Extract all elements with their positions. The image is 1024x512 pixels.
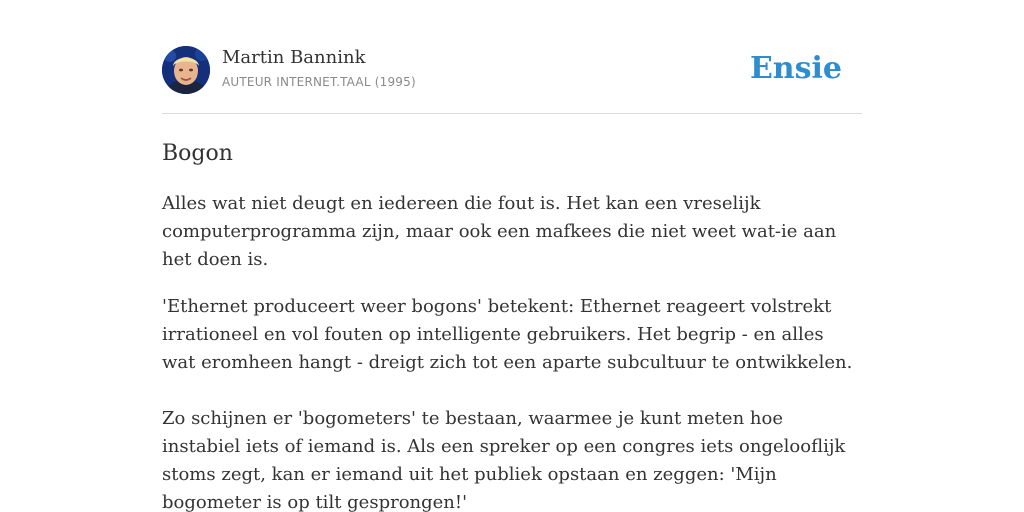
author-header xyxy=(162,46,862,96)
definition-paragraph: Zo schijnen er 'bogometers' te bestaan, waarmee je kunt meten hoe instabiel iets of iemand is. Als een spreker op een congres iets ongelooflijk stoms zegt, kan er iemand uit het publiek opstaan en zeggen: 'Mijn bogometer is op tilt gesprongen!' xyxy=(162,408,846,512)
avatar[interactable] xyxy=(162,46,210,94)
definition-paragraph: 'Ethernet produceert weer bogons' betekent: Ethernet reageert volstrekt irrationeel en vol fouten op intelligente gebruikers. Het begrip - en alles wat eromheen hangt - dreigt zich tot een aparte subcultuur te ontwikkelen. xyxy=(162,296,853,373)
definition-paragraph: Alles wat niet deugt en iedereen die fout is. Het kan een vreselijk computerprogramma zijn, maar ook een mafkees die niet weet wat-ie aan het doen is. xyxy=(162,193,837,270)
entry-title: Bogon xyxy=(162,141,233,166)
avatar-portrait-icon xyxy=(162,46,210,94)
content-area xyxy=(162,46,862,512)
author-name[interactable]: Martin Bannink xyxy=(222,47,366,68)
header-divider xyxy=(162,113,862,114)
author-subtitle: AUTEUR INTERNET.TAAL (1995) xyxy=(222,75,416,89)
ensie-logo-link[interactable]: Ensie xyxy=(749,51,842,86)
